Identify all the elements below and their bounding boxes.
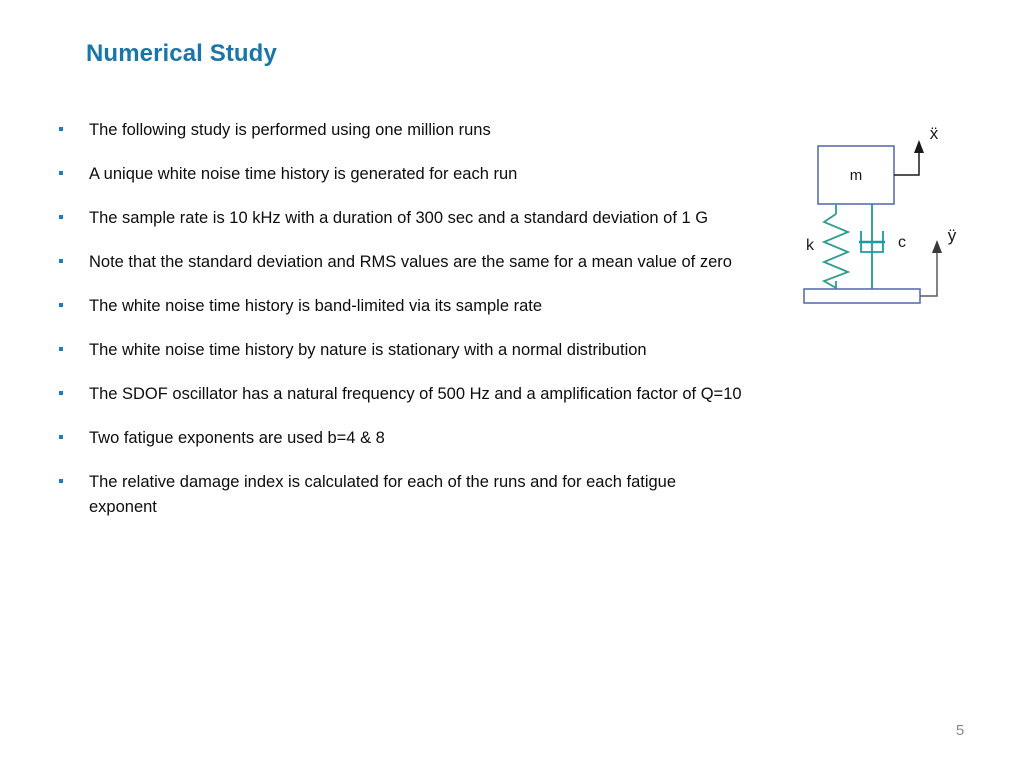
list-item bbox=[56, 470, 746, 520]
sdof-oscillator-diagram bbox=[788, 118, 988, 313]
base-accel-connector bbox=[920, 251, 937, 296]
bullet-marker-icon bbox=[59, 303, 63, 307]
base-accel-label: ÿ bbox=[947, 226, 957, 245]
mass-accel-connector bbox=[894, 152, 919, 175]
mass-accel-label: ẍ bbox=[929, 124, 939, 143]
damper-label: c bbox=[898, 234, 906, 251]
list-item-label: The white noise time history is band-limited via its sample rate bbox=[89, 297, 543, 315]
list-item bbox=[56, 206, 746, 231]
list-item bbox=[56, 294, 746, 319]
mass-label: m bbox=[849, 167, 863, 184]
spring-icon bbox=[824, 214, 848, 288]
bullet-marker-icon bbox=[59, 259, 63, 263]
bullet-marker-icon bbox=[59, 347, 63, 351]
list-item-label: The SDOF oscillator has a natural frequency of 500 Hz and a amplification factor of Q=10 bbox=[89, 385, 742, 403]
bullet-list bbox=[56, 118, 746, 520]
list-item-label: A unique white noise time history is generated for each run bbox=[89, 165, 518, 183]
list-item bbox=[56, 118, 746, 143]
bullet-marker-icon bbox=[59, 391, 63, 395]
list-item bbox=[56, 250, 746, 275]
list-item bbox=[56, 162, 746, 187]
list-item-label: The relative damage index is calculated for each of the runs and for each fatigue exponent bbox=[89, 473, 677, 516]
list-item-label: Two fatigue exponents are used b=4 & 8 bbox=[89, 429, 385, 447]
list-item-label: The following study is performed using one million runs bbox=[89, 121, 491, 139]
bullet-marker-icon bbox=[59, 171, 63, 175]
bullet-marker-icon bbox=[59, 479, 63, 483]
page-title: Numerical Study bbox=[86, 40, 277, 67]
bullet-marker-icon bbox=[59, 215, 63, 219]
bullet-marker-icon bbox=[59, 127, 63, 131]
page-number: 5 bbox=[955, 722, 965, 739]
base-accel-arrowhead bbox=[932, 240, 942, 253]
list-item bbox=[56, 426, 746, 451]
list-item-label: The white noise time history by nature is stationary with a normal distribution bbox=[89, 341, 647, 359]
list-item-label: The sample rate is 10 kHz with a duration of 300 sec and a standard deviation of 1 G bbox=[89, 209, 709, 227]
bullet-marker-icon bbox=[59, 435, 63, 439]
list-item bbox=[56, 382, 746, 407]
spring-label: k bbox=[806, 237, 814, 254]
list-item-label: Note that the standard deviation and RMS values are the same for a mean value of zero bbox=[89, 253, 732, 271]
mass-accel-arrowhead bbox=[914, 140, 924, 153]
base-plate-icon bbox=[804, 289, 920, 303]
list-item bbox=[56, 338, 746, 363]
